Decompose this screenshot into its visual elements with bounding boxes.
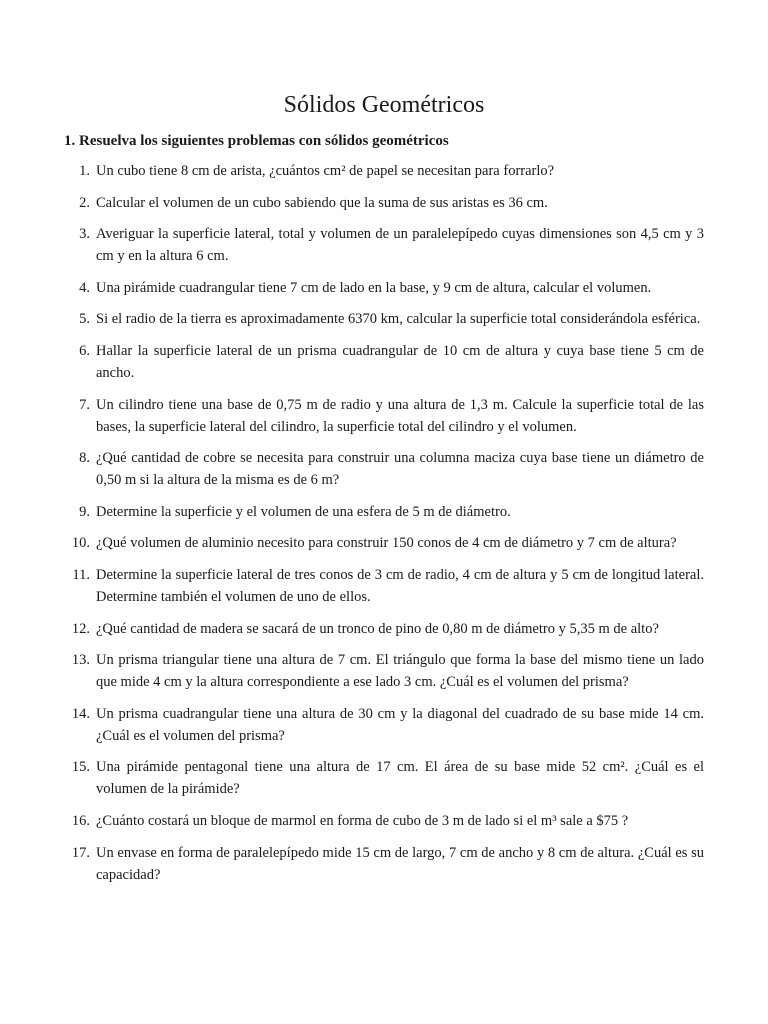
problem-number: 5. — [79, 311, 90, 328]
problem-number: 11. — [72, 566, 90, 583]
problem-text: Hallar la superficie lateral de un prisma cuadrangular de 10 cm de altura y cuya base tiene 5 cm de ancho. — [96, 342, 704, 381]
problem-text: Si el radio de la tierra es aproximadamente 6370 km, calcular la superficie total considerándola esférica. — [96, 311, 701, 328]
problem-text: Una pirámide pentagonal tiene una altura de 17 cm. El área de su base mide 52 cm². ¿Cuál es el volumen de la pirámide? — [96, 759, 704, 798]
problem-item — [64, 447, 704, 491]
problem-number: 17. — [71, 844, 90, 861]
problem-number: 12. — [71, 620, 90, 637]
problem-item — [64, 532, 704, 554]
problem-number: 7. — [79, 396, 90, 413]
section-number: 1. — [64, 133, 76, 149]
problem-text: Un cilindro tiene una base de 0,75 m de radio y una altura de 1,3 m. Calcule la superficie total de las bases, la superficie lateral del cilindro, la superficie total del cilindro y el volumen. — [96, 396, 704, 435]
problem-text: ¿Cuánto costará un bloque de marmol en forma de cubo de 3 m de lado si el m³ sale a $75 ? — [96, 812, 629, 829]
page-title: Sólidos Geométricos — [283, 92, 485, 118]
problem-number: 16. — [71, 812, 90, 829]
problem-number: 4. — [79, 279, 90, 296]
problem-item — [64, 394, 704, 438]
section-heading — [64, 131, 449, 151]
problem-text: Un envase en forma de paralelepípedo mide 15 cm de largo, 7 cm de ancho y 8 cm de altura. ¿Cuál es su capacidad? — [96, 844, 704, 883]
problem-number: 9. — [79, 503, 90, 520]
problem-item — [64, 810, 704, 832]
problem-text: Un prisma cuadrangular tiene una altura de 30 cm y la diagonal del cuadrado de su base mide 14 cm. ¿Cuál es el volumen del prisma? — [96, 705, 704, 744]
problem-text: Una pirámide cuadrangular tiene 7 cm de lado en la base, y 9 cm de altura, calcular el volumen. — [96, 279, 652, 296]
problem-item — [64, 308, 704, 330]
problem-text: Determine la superficie lateral de tres conos de 3 cm de radio, 4 cm de altura y 5 cm de longitud lateral. Determine también el volumen de uno de ellos. — [96, 566, 704, 605]
problem-list — [64, 160, 704, 895]
problem-text: Calcular el volumen de un cubo sabiendo que la suma de sus aristas es 36 cm. — [96, 194, 548, 211]
problem-item — [64, 223, 704, 267]
problem-item — [64, 564, 704, 608]
problem-text: Averiguar la superficie lateral, total y volumen de un paralelepípedo cuyas dimensiones son 4,5 cm y 3 cm y en la altura 6 cm. — [96, 226, 704, 265]
problem-item — [64, 703, 704, 747]
problem-text: Un prisma triangular tiene una altura de 7 cm. El triángulo que forma la base del mismo tiene un lado que mide 4 cm y la altura correspondiente a ese lado 3 cm. ¿Cuál es el volumen del prisma? — [96, 652, 704, 691]
section-heading-text: Resuelva los siguientes problemas con sólidos geométricos — [79, 133, 449, 149]
problem-number: 15. — [71, 759, 90, 776]
problem-text: ¿Qué cantidad de madera se sacará de un tronco de pino de 0,80 m de diámetro y 5,35 m de alto? — [96, 620, 659, 637]
problem-item — [64, 277, 704, 299]
problem-item — [64, 756, 704, 800]
problem-number: 6. — [79, 342, 90, 359]
problem-item — [64, 649, 704, 693]
problem-number: 14. — [71, 705, 90, 722]
problem-number: 3. — [79, 226, 90, 243]
problem-item — [64, 842, 704, 886]
problem-text: Un cubo tiene 8 cm de arista, ¿cuántos cm² de papel se necesitan para forrarlo? — [96, 163, 555, 179]
problem-number: 8. — [79, 450, 90, 467]
problem-item — [64, 160, 704, 182]
problem-number: 13. — [71, 652, 90, 669]
problem-text: Determine la superficie y el volumen de una esfera de 5 m de diámetro. — [96, 503, 511, 520]
problem-item — [64, 192, 704, 214]
problem-item — [64, 618, 704, 640]
problem-item — [64, 501, 704, 523]
problem-number: 1. — [79, 163, 90, 179]
problem-number: 2. — [79, 194, 90, 211]
problem-text: ¿Qué cantidad de cobre se necesita para construir una columna maciza cuya base tiene un diámetro de 0,50 m si la altura de la misma es de 6 m? — [96, 450, 704, 489]
problem-text: ¿Qué volumen de aluminio necesito para construir 150 conos de 4 cm de diámetro y 7 cm de altura? — [96, 535, 677, 552]
problem-item — [64, 340, 704, 384]
problem-number: 10. — [71, 535, 90, 552]
